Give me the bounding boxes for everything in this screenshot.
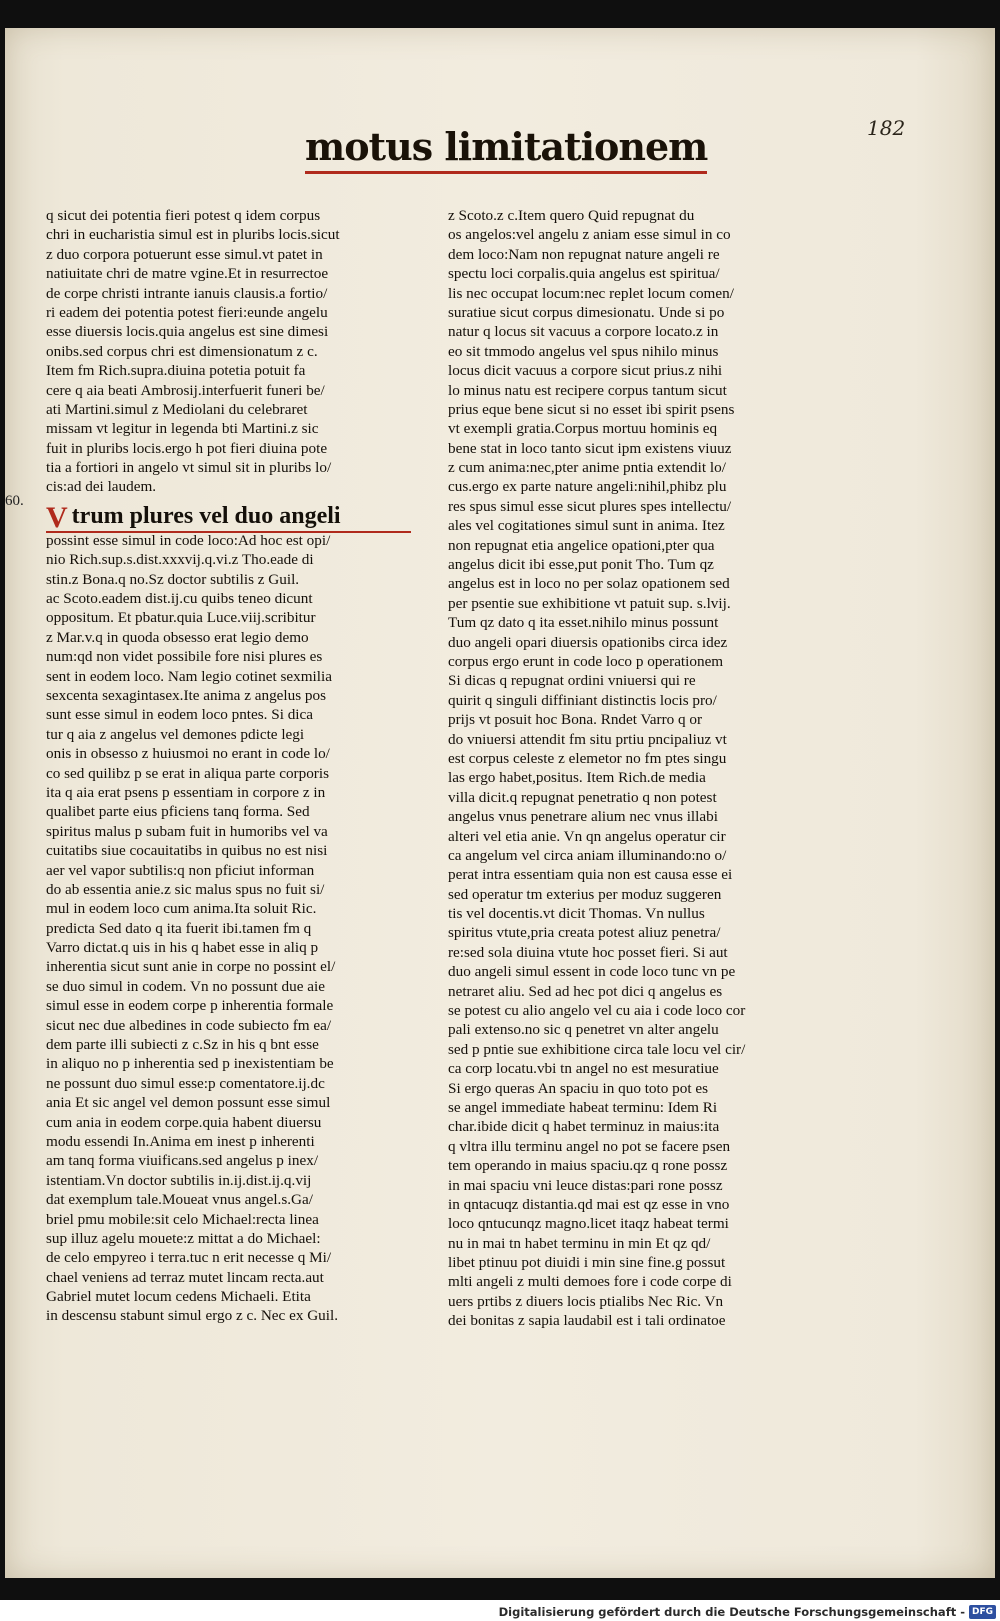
text-line: in aliquo no p inherentia sed p inexistentiam be bbox=[46, 1055, 334, 1073]
text-line: char.ibide dicit q habet terminuz in maius:ita bbox=[448, 1118, 720, 1136]
text-line: Si ergo queras An spaciu in quo toto pot es bbox=[448, 1079, 708, 1097]
text-line: uers prtibs z diuers locis ptialibs Nec Ric. Vn bbox=[448, 1292, 724, 1310]
text-line: cus.ergo ex parte nature angeli:nihil,phibz plu bbox=[448, 478, 727, 496]
text-line: Varro dictat.q uis in his q habet esse in aliq p bbox=[46, 939, 319, 957]
text-line: angelus dicit ibi esse,put ponit Tho. Tum qz bbox=[448, 556, 714, 574]
text-line: se duo simul in codem. Vn no possunt due aie bbox=[46, 977, 325, 995]
text-line: q vltra illu terminu angel no pot se facere psen bbox=[448, 1137, 731, 1155]
question-heading bbox=[46, 500, 411, 534]
text-line: nu in mai tn habet terminu in min Et qz qd/ bbox=[448, 1234, 711, 1252]
text-line: ca angelum vel circa aniam illuminando:no o/ bbox=[448, 846, 727, 864]
text-line: co sed quilibz p se erat in aliqua parte corporis bbox=[46, 764, 329, 782]
left-column-paragraph-1 bbox=[46, 206, 411, 497]
text-line: in mai spaciu vni leuce distas:pari rone possz bbox=[448, 1176, 723, 1194]
text-line: modu essendi In.Anima em inest p inherenti bbox=[46, 1132, 315, 1150]
text-line: bene stat in loco tanto sicut ipm existens viuuz bbox=[448, 439, 732, 457]
text-line: spectu loci corpalis.quia angelus est spiritua/ bbox=[448, 265, 720, 283]
running-title: motus limitationem bbox=[305, 123, 707, 174]
text-line: prius eque bene sicut si no esset ibi spirit psens bbox=[448, 400, 735, 418]
text-line: cuitatibs siue cocauitatibs in quibus no est nisi bbox=[46, 842, 328, 860]
text-line: dem parte illi subiecti z c.Sz in his q bnt esse bbox=[46, 1036, 319, 1054]
text-line: suratiue sicut corpus dimesionatu. Unde si po bbox=[448, 303, 725, 321]
question-heading-text: trum plures vel duo angeli bbox=[71, 502, 341, 529]
text-line: alteri vel etia anie. Vn qn angelus operatur cir bbox=[448, 827, 726, 845]
text-line: simul esse in eodem corpe p inherentia formale bbox=[46, 997, 334, 1015]
text-line: am tanq forma viuificans.sed angelus p inex/ bbox=[46, 1152, 319, 1170]
text-line: possint esse simul in code loco:Ad hoc est opi/ bbox=[46, 531, 331, 549]
text-line: spiritus vtute,pria creata potest aliuz penetra/ bbox=[448, 924, 721, 942]
text-line: perat intra essentiam quia non est causa esse ei bbox=[448, 866, 733, 884]
text-line: ca corp locatu.vbi tn angel no est mesuratiue bbox=[448, 1060, 719, 1078]
book-page bbox=[5, 28, 995, 1578]
text-line: predicta Sed dato q ita fuerit ibi.tamen fm q bbox=[46, 919, 312, 937]
text-line: dat exemplum tale.Moueat vnus angel.s.Ga/ bbox=[46, 1191, 313, 1209]
text-line: fuit in pluribs locis.ergo h pot fieri diuina pote bbox=[46, 439, 328, 457]
text-line: angelus est in loco no per solaz opationem sed bbox=[448, 575, 730, 593]
text-line: lis nec occupat locum:nec replet locum comen/ bbox=[448, 284, 734, 302]
text-line: aer vel vapor subtilis:q non pficiut informan bbox=[46, 861, 315, 879]
text-line: sicut nec due albedines in code subiecto fm ea/ bbox=[46, 1016, 332, 1034]
text-line: mul in eodem loco cum anima.Ita soluit Ric. bbox=[46, 900, 317, 918]
text-line: duo angeli simul essent in code loco tunc vn pe bbox=[448, 963, 736, 981]
text-line: sup illuz agelu mouete:z mittat a do Michael: bbox=[46, 1229, 321, 1247]
text-line: do vniuersi attendit fm situ prtiu pncipaliuz vt bbox=[448, 730, 727, 748]
text-line: Tum qz dato q ita esset.nihilo minus possunt bbox=[448, 614, 719, 632]
text-line: stin.z Bona.q no.Sz doctor subtilis z Guil. bbox=[46, 570, 300, 588]
text-line: Si dicas q repugnat ordini vniuersi qui re bbox=[448, 672, 696, 690]
text-line: prijs vt posuit hoc Bona. Rndet Varro q or bbox=[448, 711, 703, 729]
handwritten-folio-number: 182 bbox=[867, 116, 906, 140]
text-line: ac Scoto.eadem dist.ij.cu quibs teneo dicunt bbox=[46, 590, 313, 608]
text-line: z duo corpora potuerunt esse simul.vt patet in bbox=[46, 245, 323, 263]
text-line: Item fm Rich.supra.diuina potetia potuit fa bbox=[46, 362, 306, 380]
left-column bbox=[46, 206, 411, 1326]
text-line: non repugnat etia angelice opationi,pter qua bbox=[448, 536, 715, 554]
text-line: q sicut dei potentia fieri potest q idem corpus bbox=[46, 207, 321, 224]
text-line: onis in obsesso z huiusmoi no erant in code lo/ bbox=[46, 745, 330, 763]
text-line: pali extenso.no sic q penetret vn alter angelu bbox=[448, 1021, 719, 1039]
text-line: libet ptinuu pot diuidi i min sine fine.g possut bbox=[448, 1254, 726, 1272]
text-line: mlti angeli z multi demoes fore i code corpe di bbox=[448, 1273, 732, 1291]
text-line: ita q aia erat psens p essentiam in corpore z in bbox=[46, 783, 326, 801]
text-line: qualibet parte eius pficiens tanq forma. Sed bbox=[46, 803, 310, 821]
text-line: istentiam.Vn doctor subtilis in.ij.dist.ij.q.vij bbox=[46, 1171, 312, 1189]
text-line: cum ania in eodem corpe.quia habent diuersu bbox=[46, 1113, 322, 1131]
text-line: missam vt legitur in legenda bti Martini.z sic bbox=[46, 420, 319, 438]
left-column-paragraph-2 bbox=[46, 531, 411, 1326]
text-line: eo sit tmmodo angelus vel spus nihilo minus bbox=[448, 342, 719, 360]
text-line: per psentie sue exhibitione vt patuit sup. s.lvij. bbox=[448, 594, 731, 612]
text-line: sexcenta sexagintasex.Ite anima z angelus pos bbox=[46, 686, 327, 704]
margin-number: 60. bbox=[5, 493, 24, 509]
text-line: se potest cu alio angelo vel cu aia i code loco cor bbox=[448, 1002, 746, 1020]
footer-credit bbox=[499, 1604, 996, 1620]
text-line: z Mar.v.q in quoda obsesso erat legio demo bbox=[46, 628, 309, 646]
text-line: nio Rich.sup.s.dist.xxxvij.q.vi.z Tho.eade di bbox=[46, 551, 314, 569]
text-line: oppositum. Et pbatur.quia Luce.viij.scribitur bbox=[46, 609, 316, 627]
text-line: duo angeli opari diuersis opationibs circa idez bbox=[448, 633, 728, 651]
right-column-text bbox=[448, 206, 813, 1331]
right-column bbox=[448, 206, 813, 1331]
red-initial: V bbox=[46, 500, 68, 534]
text-line: quirit q singuli diffiniant distinctis locis pro/ bbox=[448, 691, 717, 709]
dfg-logo: DFG bbox=[969, 1605, 996, 1619]
text-line: inherentia sicut sunt anie in corpe no possint el/ bbox=[46, 958, 336, 976]
text-line: est corpus celeste z elemetor no fm ptes singu bbox=[448, 749, 727, 767]
text-line: sed operatur tm exterius per moduz suggeren bbox=[448, 885, 722, 903]
text-line: dei bonitas z sapia laudabil est i tali ordinatoe bbox=[448, 1312, 726, 1330]
text-line: angelus vnus penetrare alium nec vnus illabi bbox=[448, 808, 718, 826]
text-line: de celo empyreo i terra.tuc n erit necesse q Mi/ bbox=[46, 1249, 332, 1267]
text-line: z cum anima:nec,pter anime pntia extendit lo/ bbox=[448, 459, 726, 477]
text-line: ania Et sic angel vel demon possunt esse simul bbox=[46, 1094, 331, 1112]
text-line: de corpe christi intrante ianuis clausis.a fortio/ bbox=[46, 284, 328, 302]
text-line: dem loco:Nam non repugnat nature angeli re bbox=[448, 245, 720, 263]
text-line: esse diuersis locis.quia angelus est sine dimesi bbox=[46, 323, 329, 341]
text-line: las ergo habet,positus. Item Rich.de media bbox=[448, 769, 706, 787]
text-line: ri eadem dei potentia potest fieri:eunde angelu bbox=[46, 303, 328, 321]
text-line: tem operando in maius spaciu.qz q rone possz bbox=[448, 1157, 728, 1175]
text-line: num:qd non videt possibile fore nisi plures es bbox=[46, 648, 323, 666]
text-line: do ab essentia anie.z sic malus spus no fuit si/ bbox=[46, 880, 325, 898]
text-line: re:sed sola diuina vtute hoc posset fieri. Si aut bbox=[448, 943, 728, 961]
text-line: lo minus natu est recipere corpus tantum sicut bbox=[448, 381, 727, 399]
text-line: chael veniens ad terraz mutet lincam recta.aut bbox=[46, 1268, 324, 1286]
text-line: loco qntucunqz magno.licet itaqz habeat termi bbox=[448, 1215, 729, 1233]
text-line: natiuitate chri de matre vgine.Et in resurrectoe bbox=[46, 265, 329, 283]
footer-credit-text: Digitalisierung gefördert durch die Deutsche Forschungsgemeinschaft - bbox=[498, 1605, 965, 1619]
text-line: onibs.sed corpus chri est dimensionatum z c. bbox=[46, 342, 318, 360]
text-line: cis:ad dei laudem. bbox=[46, 478, 157, 496]
text-line: z Scoto.z c.Item quero Quid repugnat du bbox=[448, 207, 695, 224]
text-line: natur q locus sit vacuus a corpore locato.z in bbox=[448, 323, 719, 341]
text-line: vt exempli gratia.Corpus mortuu hominis eq bbox=[448, 420, 718, 438]
text-line: se angel immediate habeat terminu: Idem Ri bbox=[448, 1098, 718, 1116]
text-line: Gabriel mutet locum cedens Michaeli. Etita bbox=[46, 1288, 311, 1306]
text-line: os angelos:vel angelu z aniam esse simul in co bbox=[448, 226, 731, 244]
text-line: ales vel cogitationes simul sunt in anima. Itez bbox=[448, 517, 725, 535]
text-line: res spus simul esse sicut plures spes intellectu/ bbox=[448, 497, 732, 515]
text-line: corpus ergo erunt in code loco p operationem bbox=[448, 652, 724, 670]
text-line: ati Martini.simul z Mediolani du celebraret bbox=[46, 400, 308, 418]
text-line: tia a fortiori in angelo vt simul sit in pluribs lo/ bbox=[46, 459, 332, 477]
text-line: villa dicit.q repugnat penetratio q non potest bbox=[448, 788, 717, 806]
text-line: sent in eodem loco. Nam legio cotinet sexmilia bbox=[46, 667, 332, 685]
text-line: netraret aliu. Sed ad hec pot dici q angelus es bbox=[448, 982, 723, 1000]
text-line: chri in eucharistia simul est in pluribs locis.sicut bbox=[46, 226, 340, 244]
text-line: spiritus malus p subam fuit in humoribs vel va bbox=[46, 822, 328, 840]
text-line: sed p pntie sue exhibitione circa tale locu vel cir/ bbox=[448, 1040, 746, 1058]
text-line: ne possunt duo simul esse:p comentatore.ij.dc bbox=[46, 1074, 325, 1092]
text-line: briel pmu mobile:sit celo Michael:recta linea bbox=[46, 1210, 319, 1228]
text-line: in descensu stabunt simul ergo z c. Nec ex Guil. bbox=[46, 1307, 339, 1325]
text-line: tis vel docentis.vt dicit Thomas. Vn nullus bbox=[448, 905, 705, 923]
text-line: tur q aia z angelus vel demones pdicte legi bbox=[46, 725, 305, 743]
text-line: locus dicit vacuus a corpore sicut prius.z nihi bbox=[448, 362, 723, 380]
text-line: cere q aia beati Ambrosij.interfuerit funeri be/ bbox=[46, 381, 325, 399]
heading-underline bbox=[46, 531, 411, 533]
text-line: in qntacuqz distantia.qd mai est qz esse in vno bbox=[448, 1195, 730, 1213]
text-line: sunt esse simul in eodem loco pntes. Si dica bbox=[46, 706, 314, 724]
